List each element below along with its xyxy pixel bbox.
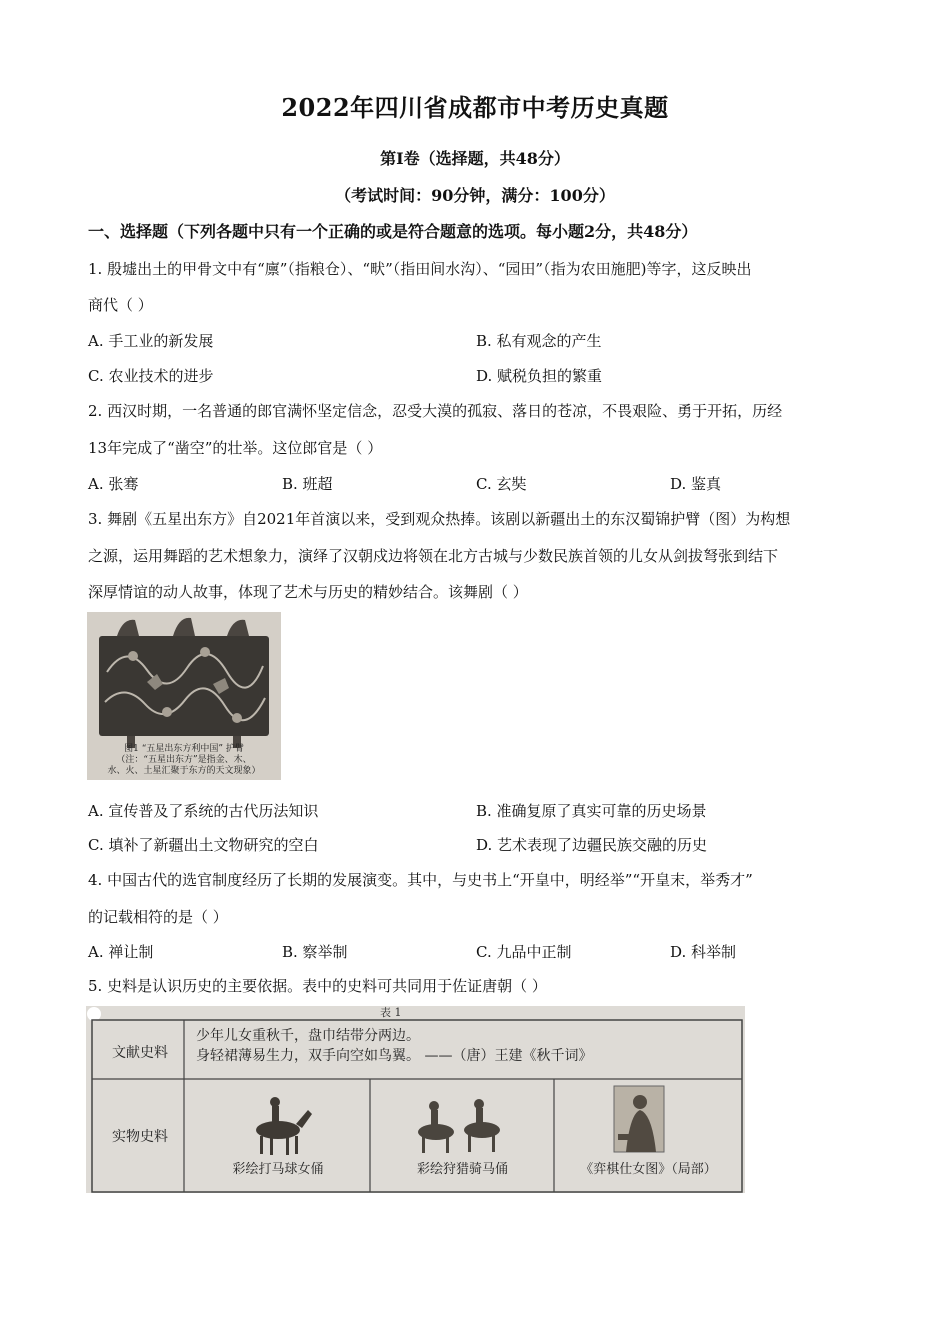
question-4-line-2: 的记载相符的是（ ） bbox=[88, 908, 228, 926]
table-row-1-label: 文献史料 bbox=[112, 1045, 168, 1061]
question-1-line-1: 1. 殷墟出土的甲骨文中有“廪”（指粮仓）、“畎”（指田间水沟）、“园田”（指为农田施肥)等字，这反映出 bbox=[88, 260, 752, 278]
question-3-line-3: 深厚情谊的动人故事，体现了艺术与历史的精妙结合。该舞剧（ ） bbox=[88, 583, 528, 601]
artifact-caption-3: 《弈棋仕女图》（局部） bbox=[580, 1162, 717, 1177]
figure-1-caption-line-2: （注：“五星出东方”是指金、木、 bbox=[116, 755, 252, 765]
historical-sources-table bbox=[86, 1006, 745, 1193]
figure-1-caption-line-3: 水、火、土星汇聚于东方的天文现象） bbox=[107, 766, 261, 776]
question-3-option-c[interactable]: C. 填补了新疆出土文物研究的空白 bbox=[88, 836, 319, 854]
question-2-line-1: 2. 西汉时期，一名普通的郎官满怀坚定信念，忍受大漠的孤寂、落日的苍凉，不畏艰险、勇于开拓，历经 bbox=[88, 402, 783, 420]
artifact-caption-2: 彩绘狩猎骑马俑 bbox=[416, 1162, 508, 1177]
question-1-option-d[interactable]: D. 赋税负担的繁重 bbox=[476, 367, 603, 385]
question-2-line-2: 13年完成了“凿空”的壮举。这位郎官是（ ） bbox=[88, 439, 383, 457]
question-2-option-b[interactable]: B. 班超 bbox=[282, 475, 333, 493]
page-title: 2022年四川省成都市中考历史真题 bbox=[281, 93, 669, 122]
armguard-photo bbox=[87, 612, 281, 780]
question-4-option-c[interactable]: C. 九品中正制 bbox=[476, 943, 572, 961]
table-caption: 表 1 bbox=[380, 1006, 402, 1019]
question-4-option-d[interactable]: D. 科举制 bbox=[670, 943, 737, 961]
question-2-option-d[interactable]: D. 鉴真 bbox=[670, 475, 722, 493]
paper-part-heading: 第I卷（选择题，共48分） bbox=[380, 149, 570, 168]
question-2-option-a[interactable]: A. 张骞 bbox=[88, 475, 139, 493]
question-1-option-c[interactable]: C. 农业技术的进步 bbox=[88, 367, 214, 385]
table-row-1-text bbox=[196, 1026, 592, 1066]
question-3-line-2: 之源，运用舞蹈的艺术想象力，演绎了汉朝戍边将领在北方古城与少数民族首领的儿女从剑拔弩张到结下 bbox=[88, 547, 779, 565]
poem-line-1: 少年儿女重秋千，盘巾结带分两边。 bbox=[196, 1028, 420, 1044]
question-4-line-1: 4. 中国古代的选官制度经历了长期的发展演变。其中，与史书上“开皇中，明经举”“开皇末，举秀才” bbox=[88, 871, 753, 889]
question-1-option-b[interactable]: B. 私有观念的产生 bbox=[476, 332, 602, 350]
question-2-option-c[interactable]: C. 玄奘 bbox=[476, 475, 527, 493]
question-5-line-1: 5. 史料是认识历史的主要依据。表中的史料可共同用于佐证唐朝（ ） bbox=[88, 977, 547, 995]
exam-time-info: （考试时间：90分钟，满分：100分） bbox=[335, 186, 615, 205]
question-1-option-a[interactable]: A. 手工业的新发展 bbox=[88, 332, 214, 350]
question-4-option-a[interactable]: A. 禅让制 bbox=[88, 943, 154, 961]
question-4-option-b[interactable]: B. 察举制 bbox=[282, 943, 348, 961]
figure-1-caption bbox=[89, 744, 279, 777]
question-1-line-2: 商代（ ） bbox=[88, 296, 153, 314]
poem-line-2: 身轻裙薄易生力，双手向空如鸟翼。 ——（唐）王建《秋千词》 bbox=[196, 1048, 593, 1064]
question-3-option-a[interactable]: A. 宣传普及了系统的古代历法知识 bbox=[88, 802, 319, 820]
figure-1-caption-line-1: 图1 “五星出东方利中国” 护臂 bbox=[124, 744, 244, 754]
table-row-2-label: 实物史料 bbox=[112, 1129, 168, 1145]
question-3-option-b[interactable]: B. 准确复原了真实可靠的历史场景 bbox=[476, 802, 707, 820]
artifact-caption-1: 彩绘打马球女俑 bbox=[232, 1162, 324, 1177]
question-3-line-1: 3. 舞剧《五星出东方》自2021年首演以来，受到观众热捧。该剧以新疆出土的东汉蜀锦护臂（图）为构想 bbox=[88, 510, 791, 528]
section-heading: 一、选择题（下列各题中只有一个正确的或是符合题意的选项。每小题2分，共48分） bbox=[88, 222, 698, 241]
question-3-option-d[interactable]: D. 艺术表现了边疆民族交融的历史 bbox=[476, 836, 708, 854]
